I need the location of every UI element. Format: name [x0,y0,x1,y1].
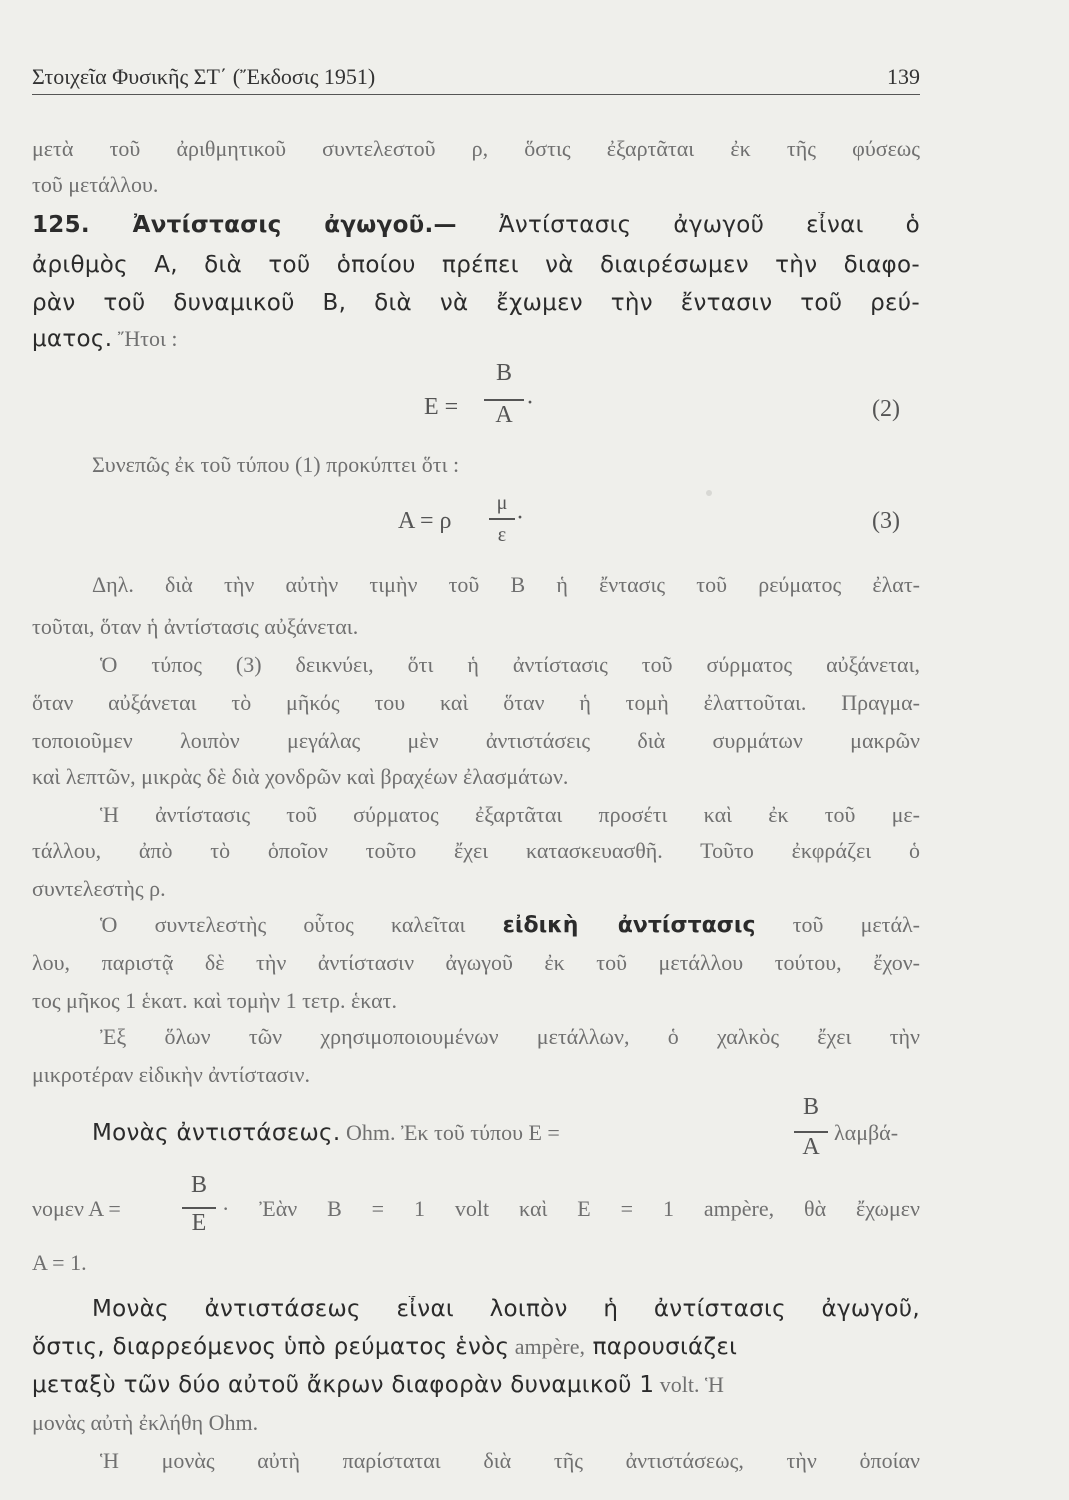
text-fragment: ὅστις, διαρρεόμενος ὑπὸ ρεύματος ἑνὸς [32,1334,510,1360]
fraction-bar [489,518,515,520]
text-fragment: Ὁ συντελεστὴς οὗτος καλεῖται [100,912,503,937]
text-line: Ἡ μονὰς αὐτὴ παρίσταται διὰ τῆς ἀντιστάσεως, τὴν ὁποίαν [100,1448,920,1473]
text-line: τος μῆκος 1 ἑκατ. καὶ τομὴν 1 τετρ. ἑκατ. [32,988,397,1013]
text-line: μονὰς αὐτὴ ἐκλήθη Ohm. [32,1410,259,1435]
equation-number: (3) [872,508,900,534]
text-line: Ἡ ἀντίστασις τοῦ σύρματος ἐξαρτᾶται προσέτι καὶ ἐκ τοῦ με- [100,802,920,827]
equation-tail: · [526,390,534,416]
text-line: τοποιοῦμεν λοιπὸν μεγάλας μὲν ἀντιστάσεις διὰ συρμάτων μακρῶν [32,728,920,753]
section-title: 125. Ἀντίστασις ἀγωγοῦ.— [32,212,457,238]
text-fragment: Ἤτοι : [112,326,178,351]
fraction-bar [794,1131,828,1133]
definition-line [32,1334,920,1360]
text-fragment: · Ἐὰν Β = 1 volt καὶ Ε = 1 ampère, θὰ ἔχωμεν [222,1196,920,1221]
page-number: 139 [887,64,920,89]
text-fragment: Ohm. Ἐκ τοῦ τύπου Ε = [340,1120,560,1145]
equation-lhs: Ε = [424,394,459,420]
definition-line [32,1372,920,1398]
text-fragment: νομεν Α = [32,1196,121,1221]
text-fragment: λαμβά- [834,1120,899,1145]
text-line: Συνεπῶς ἐκ τοῦ τύπου (1) προκύπτει ὅτι : [92,452,460,477]
text-fragment: ματος. [32,326,113,352]
text-line [32,326,920,352]
equation-lhs: Α = ρ [398,508,452,534]
text-line [100,912,920,938]
text-fragment: μεταξὺ τῶν δύο αὐτοῦ ἄκρων διαφορὰν δυναμικοῦ 1 [32,1372,655,1398]
page-header [32,64,920,95]
fraction-bar [182,1207,216,1209]
term-specific-resistance: εἰδικὴ ἀντίστασις [502,913,756,938]
fraction-numerator: μ [496,492,508,514]
text-fragment: volt. Ἡ [654,1372,724,1397]
definition-line: Μονὰς ἀντιστάσεως εἶναι λοιπὸν ἡ ἀντίστασις ἀγωγοῦ, [92,1296,920,1322]
text-fragment: τοῦ μετάλ- [755,912,920,937]
text-line: συντελεστὴς ρ. [32,876,166,901]
text-line: τάλλου, ἀπὸ τὸ ὁποῖον τοῦτο ἔχει κατασκευασθῆ. Τοῦτο ἐκφράζει ὁ [32,838,920,863]
running-title: Στοιχεῖα Φυσικῆς ΣΤ΄ (Ἔκδοσις 1951) [32,64,376,89]
text-line: ὅταν αὐξάνεται τὸ μῆκός του καὶ ὅταν ἡ τομὴ ἐλαττοῦται. Πραγμα- [32,690,920,715]
text-line: λου, παριστᾷ δὲ τὴν ἀντίστασιν ἀγωγοῦ ἐκ τοῦ μετάλλου τούτου, ἔχον- [32,950,920,975]
text-line: Ἐξ ὅλων τῶν χρησιμοποιουμένων μετάλλων, ὁ χαλκὸς ἔχει τὴν [100,1024,920,1049]
fraction-denominator: ε [497,524,507,546]
text-fragment: ampère, [509,1334,585,1359]
fraction-numerator: Β [802,1094,819,1120]
text-line: μετὰ τοῦ ἀριθμητικοῦ συντελεστοῦ ρ, ὅστις ἐξαρτᾶται ἐκ τῆς φύσεως [32,136,920,161]
text-line: τοῦται, ὅταν ἡ ἀντίστασις αὐξάνεται. [32,614,359,639]
fraction-denominator: Α [495,402,513,428]
paper-speck [706,490,712,496]
equation-number: (2) [872,396,900,422]
text-line: Ὁ τύπος (3) δεικνύει, ὅτι ἡ ἀντίστασις τοῦ σύρματος αὐξάνεται, [100,652,920,677]
text-line: ρὰν τοῦ δυναμικοῦ Β, διὰ νὰ ἔχωμεν τὴν ἔντασιν τοῦ ρεύ- [32,290,920,316]
text-line: καὶ λεπτῶν, μικρὰς δὲ διὰ χονδρῶν καὶ βραχέων ἐλασμάτων. [32,764,569,789]
unit-heading: Μονὰς ἀντιστάσεως. [92,1120,341,1146]
text-line: ἀριθμὸς Α, διὰ τοῦ ὁποίου πρέπει νὰ διαιρέσωμεν τὴν διαφο- [32,252,920,278]
fraction-numerator: Β [190,1172,207,1198]
text-fragment: παρουσιάζει [585,1334,738,1360]
text-line: Δηλ. διὰ τὴν αὐτὴν τιμὴν τοῦ Β ἡ ἔντασις τοῦ ρεύματος ἐλατ- [92,572,920,597]
unit-line-text [92,1120,560,1146]
fraction-numerator: Β [495,360,512,386]
fraction-denominator: Α [802,1134,820,1160]
text-line: Α = 1. [32,1250,87,1275]
text-line: τοῦ μετάλλου. [32,172,159,197]
equation-tail: · [516,505,524,531]
text-line: μικροτέραν εἰδικὴν ἀντίστασιν. [32,1062,310,1087]
section-125-heading [32,212,920,238]
fraction-denominator: Ε [191,1210,207,1236]
fraction-bar [484,399,524,401]
section-text: Ἀντίστασις ἀγωγοῦ εἶναι ὁ [456,212,920,238]
